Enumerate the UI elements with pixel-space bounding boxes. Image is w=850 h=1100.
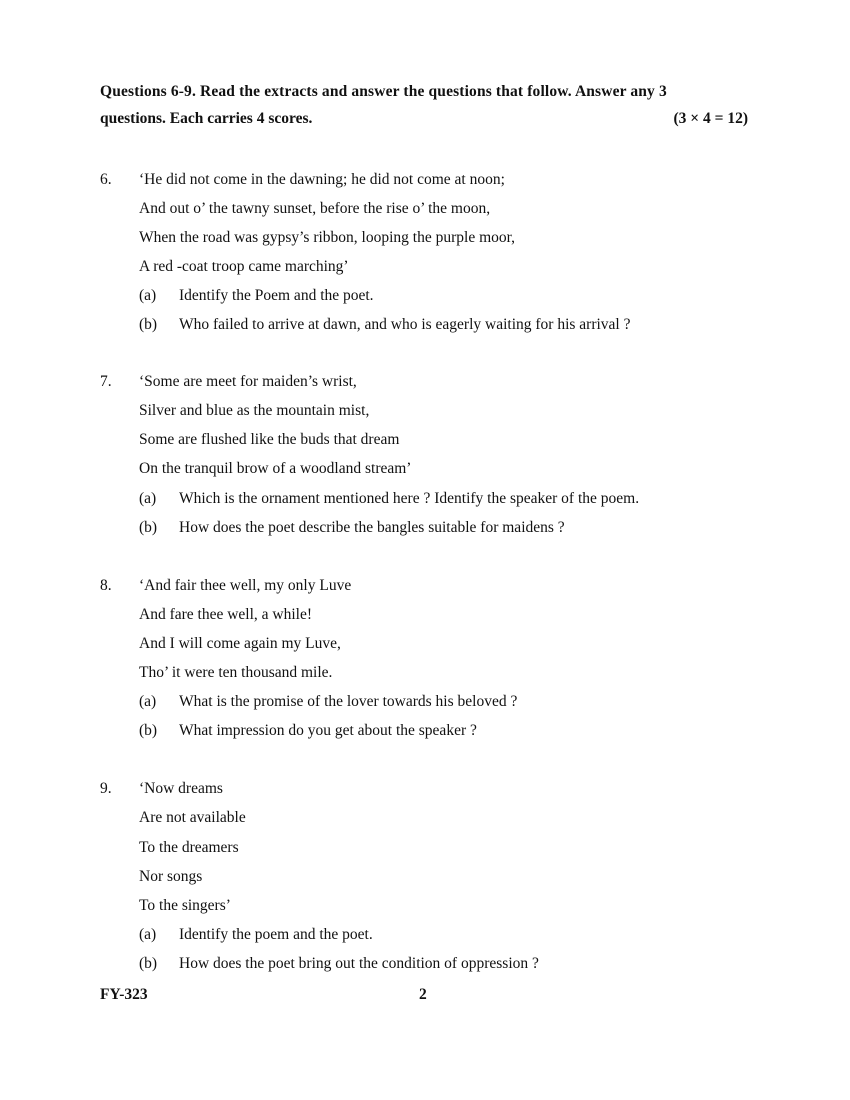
- question-number: 9.: [100, 780, 112, 797]
- sub-question-text: Identify the Poem and the poet.: [179, 287, 374, 304]
- sub-question-text: Who failed to arrive at dawn, and who is eagerly waiting for his arrival ?: [179, 316, 631, 333]
- sub-question-label: (a): [139, 926, 157, 943]
- sub-question-label: (b): [139, 955, 158, 972]
- extract-line: A red -coat troop came marching’: [139, 258, 349, 275]
- extract-line: And out o’ the tawny sunset, before the rise o’ the moon,: [139, 200, 491, 217]
- extract-line: Nor songs: [139, 868, 203, 885]
- page-number: 2: [419, 986, 427, 1003]
- sub-question-label: (b): [139, 722, 158, 739]
- paper-code: FY-323: [100, 986, 148, 1003]
- question-number: 8.: [100, 577, 112, 594]
- sub-question-label: (a): [139, 693, 157, 710]
- instructions-line-2: [100, 109, 748, 129]
- sub-question-text: How does the poet describe the bangles suitable for maidens ?: [179, 519, 565, 536]
- extract-line: And fare thee well, a while!: [139, 606, 313, 623]
- sub-question-label: (b): [139, 519, 158, 536]
- score-marker: (3 × 4 = 12): [673, 110, 748, 127]
- sub-question-label: (a): [139, 287, 157, 304]
- instructions-text: questions. Each carries 4 scores.: [100, 110, 313, 127]
- instructions-line-1: Questions 6-9. Read the extracts and answer the questions that follow. Answer any 3: [100, 83, 667, 100]
- question-number: 6.: [100, 171, 112, 188]
- extract-line: Are not available: [139, 809, 246, 826]
- extract-line: On the tranquil brow of a woodland stream’: [139, 460, 412, 477]
- sub-question-label: (b): [139, 316, 158, 333]
- extract-line: ‘And fair thee well, my only Luve: [139, 577, 352, 594]
- sub-question-text: What impression do you get about the speaker ?: [179, 722, 477, 739]
- sub-question-label: (a): [139, 490, 157, 507]
- extract-line: To the dreamers: [139, 839, 239, 856]
- sub-question-text: Which is the ornament mentioned here ? Identify the speaker of the poem.: [179, 490, 640, 507]
- extract-line: ‘Now dreams: [139, 780, 223, 797]
- extract-line: And I will come again my Luve,: [139, 635, 341, 652]
- extract-line: ‘He did not come in the dawning; he did not come at noon;: [139, 171, 505, 188]
- extract-line: When the road was gypsy’s ribbon, looping the purple moor,: [139, 229, 516, 246]
- extract-line: ‘Some are meet for maiden’s wrist,: [139, 373, 357, 390]
- sub-question-text: Identify the poem and the poet.: [179, 926, 373, 943]
- extract-line: To the singers’: [139, 897, 231, 914]
- question-number: 7.: [100, 373, 112, 390]
- extract-line: Tho’ it were ten thousand mile.: [139, 664, 333, 681]
- sub-question-text: What is the promise of the lover towards his beloved ?: [179, 693, 518, 710]
- sub-question-text: How does the poet bring out the condition of oppression ?: [179, 955, 539, 972]
- extract-line: Some are flushed like the buds that dream: [139, 431, 400, 448]
- extract-line: Silver and blue as the mountain mist,: [139, 402, 370, 419]
